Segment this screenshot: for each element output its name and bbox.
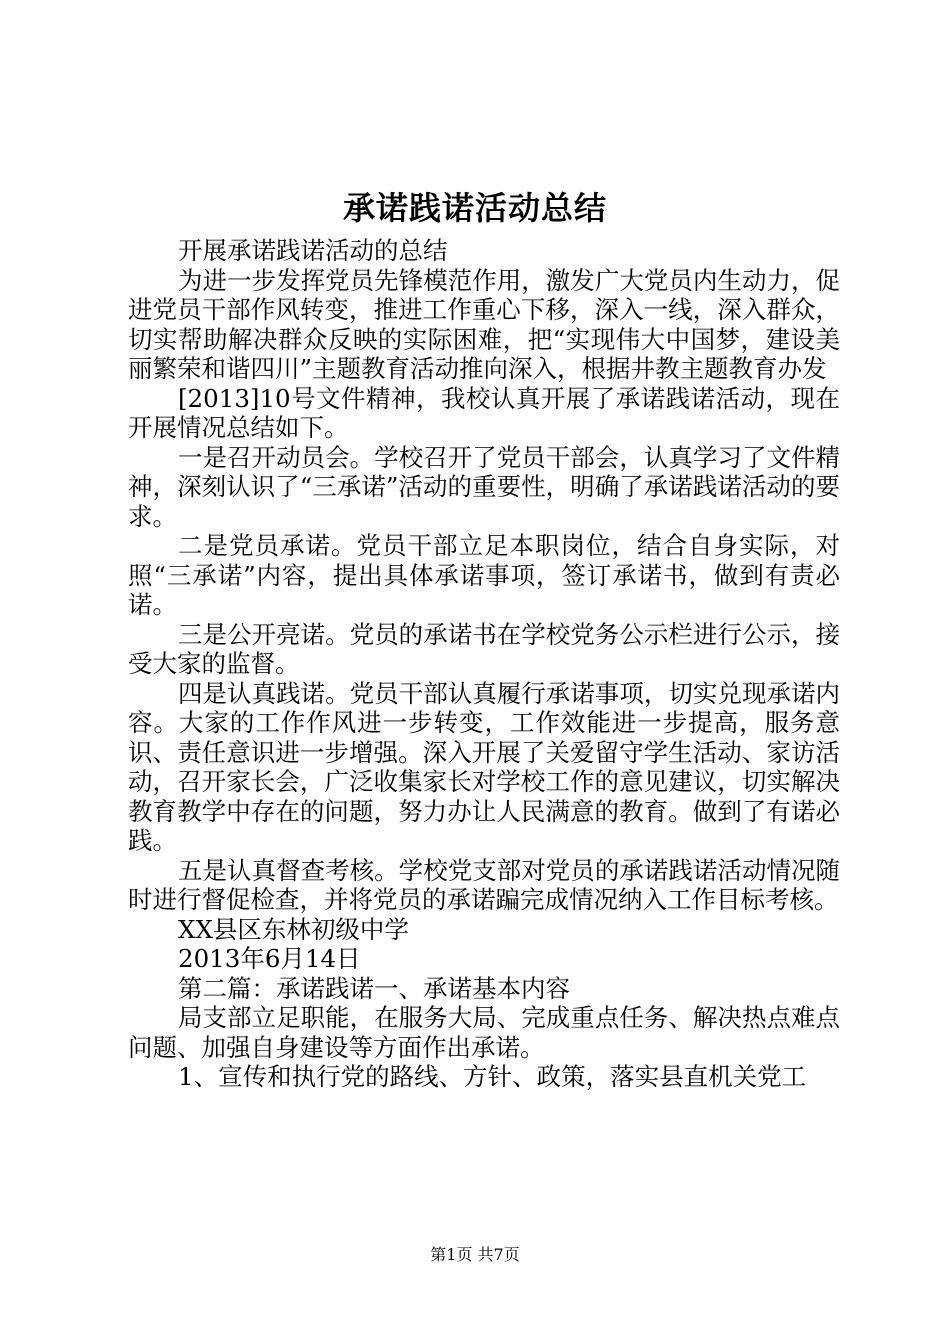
paragraph-item-3: 三是公开亮诺。党员的承诺书在学校党务公示栏进行公示，接受大家的监督。 — [128, 619, 840, 678]
document-body — [128, 236, 840, 1092]
paragraph-intro: 为进一步发挥党员先锋模范作用，激发广大党员内生动力，促进党员干部作风转变，推进工作重心下移，深入一线，深入群众，切实帮助解决群众反映的实际困难，把“实现伟大中国梦，建设美丽繁荣和谐四川”主题教育活动推向深入，根据井教主题教育办发 — [128, 265, 840, 383]
paragraph-item-1: 一是召开动员会。学校召开了党员干部会，认真学习了文件精神，深刻认识了“三承诺”活动的重要性，明确了承诺践诺活动的要求。 — [128, 442, 840, 531]
signature-date: 2013年6月14日 — [178, 944, 361, 973]
paragraph-item-2: 二是党员承诺。党员干部立足本职岗位，结合自身实际，对照“三承诺”内容，提出具体承诺事项，签订承诺书，做到有责必诺。 — [128, 531, 840, 619]
document-title: 承诺践诺活动总结 — [342, 189, 607, 227]
page-number-footer: 第1页 共7页 — [430, 1245, 520, 1264]
paragraph-part-two-item-1: 1、宣传和执行党的路线、方针、政策，落实县直机关党工 — [178, 1062, 807, 1091]
paragraph-item-4: 四是认真践诺。党员干部认真履行承诺事项，切实兑现承诺内容。大家的工作作风进一步转变，工作效能进一步提高，服务意识、责任意识进一步增强。深入开展了关爱留守学生活动、家访活动，召开家长会，广泛收集家长对学校工作的意见建议，切实解决教育教学中存在的问题，努力办让人民满意的教育。做到了有诺必践。 — [128, 678, 840, 855]
section-heading-part-two: 第二篇：承诺践诺一、承诺基本内容 — [178, 973, 570, 1003]
signature-school: XX县区东林初级中学 — [178, 914, 409, 944]
paragraph-intro-continued: [2013]10号文件精神，我校认真开展了承诺践诺活动，现在开展情况总结如下。 — [128, 383, 840, 442]
paragraph-item-5: 五是认真督查考核。学校党支部对党员的承诺践诺活动情况随时进行督促检查，并将党员的承诺蹁完成情况纳入工作目标考核。 — [128, 855, 840, 914]
paragraph-part-two-intro: 局支部立足职能，在服务大局、完成重点任务、解决热点难点问题、加强自身建设等方面作出承诺。 — [128, 1003, 840, 1062]
paragraph-subtitle: 开展承诺践诺活动的总结 — [178, 236, 448, 265]
